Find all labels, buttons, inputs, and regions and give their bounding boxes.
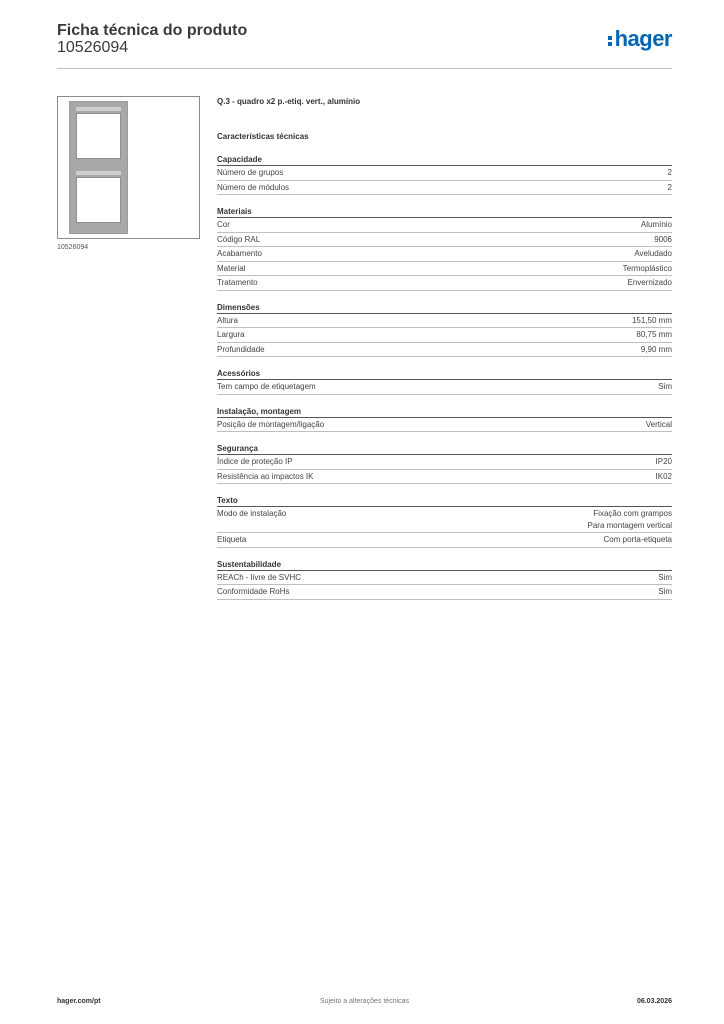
spec-value: Aveludado xyxy=(634,249,672,258)
hager-logo xyxy=(608,26,672,52)
spec-value: Fixação com grampos Para montagem vertical xyxy=(587,509,672,530)
frame-opening-bottom xyxy=(76,177,121,223)
product-number: 10526094 xyxy=(57,39,129,56)
spec-value: 151,50 mm xyxy=(631,315,672,325)
page-header xyxy=(57,22,672,69)
spec-value: 9,90 mm xyxy=(640,344,672,354)
spec-row xyxy=(217,233,672,248)
spec-row xyxy=(217,470,672,485)
spec-row xyxy=(217,343,672,358)
spec-value: Com porta-etiqueta xyxy=(603,535,672,544)
double-frame-illustration xyxy=(69,101,128,234)
spec-group-title: Segurança xyxy=(217,442,672,455)
spec-row xyxy=(217,166,672,181)
spec-label: Número de grupos xyxy=(217,168,284,177)
spec-label: Altura xyxy=(217,315,238,325)
spec-row xyxy=(217,181,672,196)
spec-row xyxy=(217,218,672,233)
spec-row xyxy=(217,328,672,343)
spec-content xyxy=(217,96,672,600)
spec-label: Tem campo de etiquetagem xyxy=(217,382,316,391)
product-name: Q.3 - quadro x2 p.-etiq. vert., alumínio xyxy=(217,97,361,106)
spec-group xyxy=(217,494,672,548)
spec-value: Vertical xyxy=(645,419,672,429)
label-strip-bottom xyxy=(76,171,121,175)
spec-label: Código RAL xyxy=(217,234,261,244)
spec-label: Modo de instalação xyxy=(217,509,287,518)
spec-label: Acabamento xyxy=(217,249,262,258)
spec-group xyxy=(217,205,672,291)
spec-group xyxy=(217,367,672,395)
spec-label: Resistência ao impactos IK xyxy=(217,471,314,481)
spec-group-title: Texto xyxy=(217,494,672,507)
spec-group-title: Dimensões xyxy=(217,301,672,314)
spec-row xyxy=(217,571,672,586)
spec-value: 9006 xyxy=(654,234,672,244)
spec-group-title: Acessórios xyxy=(217,367,672,380)
spec-group xyxy=(217,442,672,484)
spec-label: Posição de montagem/ligação xyxy=(217,419,325,429)
spec-label: Índice de proteção IP xyxy=(217,457,293,466)
spec-group-title: Capacidade xyxy=(217,153,672,166)
spec-group xyxy=(217,301,672,358)
spec-group xyxy=(217,558,672,600)
spec-value: Sim xyxy=(658,587,672,596)
spec-group xyxy=(217,405,672,433)
spec-value: 80,75 mm xyxy=(636,330,672,339)
spec-value: IP20 xyxy=(655,457,672,466)
footer-disclaimer: Sujeito a alterações técnicas xyxy=(319,998,410,1005)
spec-row xyxy=(217,585,672,600)
spec-label: Profundidade xyxy=(217,344,265,354)
spec-row xyxy=(217,262,672,277)
technical-characteristics-heading: Características técnicas xyxy=(217,132,309,141)
spec-row xyxy=(217,418,672,433)
spec-label: Largura xyxy=(217,330,245,339)
logo-colon-icon xyxy=(608,31,614,47)
spec-groups xyxy=(217,153,672,600)
spec-label: Etiqueta xyxy=(217,535,247,544)
spec-label: Número de módulos xyxy=(217,182,290,192)
spec-row xyxy=(217,507,672,533)
spec-label: Material xyxy=(217,263,246,273)
spec-value: Alumínio xyxy=(640,220,672,229)
logo-text: hager xyxy=(614,26,672,51)
spec-row xyxy=(217,380,672,395)
page-footer xyxy=(57,998,672,1010)
label-strip-top xyxy=(76,107,121,111)
image-caption: 10526094 xyxy=(57,244,89,251)
spec-row xyxy=(217,314,672,329)
spec-row xyxy=(217,455,672,470)
footer-date: 06.03.2026 xyxy=(636,998,672,1005)
spec-group-title: Sustentabilidade xyxy=(217,558,672,571)
spec-row xyxy=(217,276,672,291)
spec-value: 2 xyxy=(667,168,672,177)
spec-label: Cor xyxy=(217,220,230,229)
spec-value: Sim xyxy=(658,572,672,582)
footer-website[interactable]: hager.com/pt xyxy=(57,998,101,1005)
frame-opening-top xyxy=(76,113,121,159)
spec-row xyxy=(217,247,672,262)
spec-value: IK02 xyxy=(655,471,672,481)
spec-label: REACh - livre de SVHC xyxy=(217,572,302,582)
spec-row xyxy=(217,533,672,548)
spec-value: Termoplástico xyxy=(622,263,672,273)
spec-value: 2 xyxy=(667,182,672,192)
spec-value: Envernizado xyxy=(627,278,672,287)
spec-value: Sim xyxy=(658,382,672,391)
spec-label: Tratamento xyxy=(217,278,258,287)
spec-label: Conformidade RoHs xyxy=(217,587,290,596)
spec-group xyxy=(217,153,672,195)
product-image xyxy=(57,96,200,239)
document-title: Ficha técnica do produto xyxy=(57,22,248,39)
spec-group-title: Materiais xyxy=(217,205,672,218)
spec-group-title: Instalação, montagem xyxy=(217,405,672,418)
